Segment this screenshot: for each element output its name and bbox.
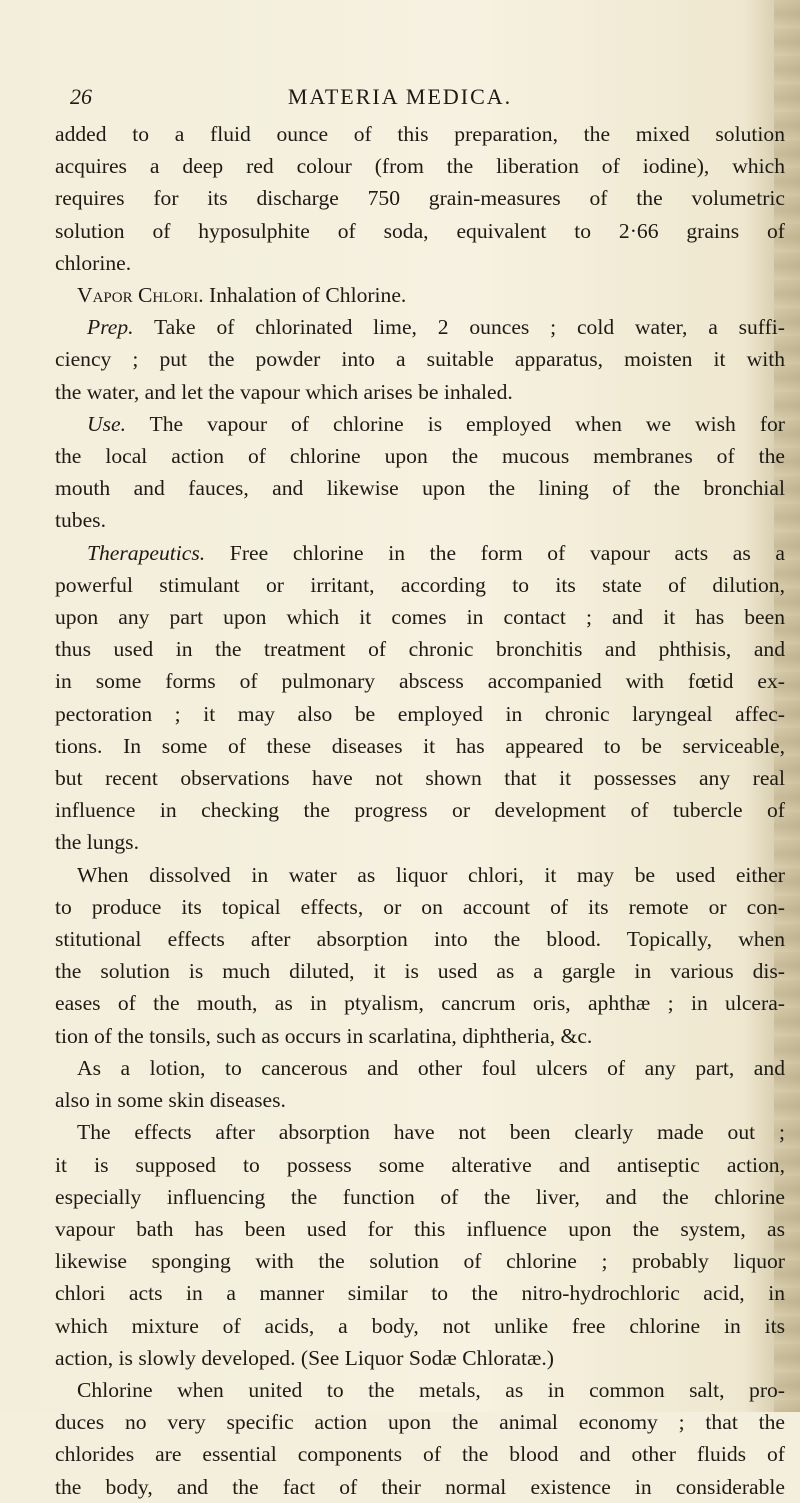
text-line: the solution is much diluted, it is used as a gargle in various dis-	[55, 959, 785, 984]
text-line: the lungs.	[55, 830, 139, 855]
text-line: influence in checking the progress or development of tubercle of	[55, 798, 785, 823]
text-line: solution of hyposulphite of soda, equivalent to 2·66 grains of	[55, 218, 785, 243]
text-line: The effects after absorption have not been clearly made out ;	[77, 1120, 785, 1145]
text-line	[55, 408, 785, 440]
text-line: Chlorine when united to the metals, as in common salt, pro-	[77, 1377, 785, 1402]
text-run: Take of chlorinated lime, 2 ounces ; cold water, a suffi-	[133, 315, 785, 340]
text-line: action, is slowly developed. (See Liquor Sodæ Chloratæ.)	[55, 1345, 554, 1370]
page-body	[55, 118, 785, 1503]
text-line: the water, and let the vapour which arises be inhaled.	[55, 379, 513, 404]
label-therapeutics: Therapeutics.	[87, 540, 206, 565]
text-line: requires for its discharge 750 grain-measures of the volumetric	[55, 186, 785, 211]
text-line: tions. In some of these diseases it has appeared to be serviceable,	[55, 733, 785, 758]
text-line: When dissolved in water as liquor chlori, it may be used either	[77, 862, 785, 887]
text-line: tion of the tonsils, such as occurs in scarlatina, diphtheria, &c.	[55, 1023, 593, 1048]
text-line: to produce its topical effects, or on account of its remote or con-	[55, 894, 785, 919]
text-line: the body, and the fact of their normal existence in considerable	[55, 1474, 785, 1499]
text-line: mouth and fauces, and likewise upon the lining of the bronchial	[55, 476, 785, 501]
text-line	[55, 311, 785, 343]
text-line: likewise sponging with the solution of chlorine ; probably liquor	[55, 1249, 785, 1274]
text-line: stitutional effects after absorption into the blood. Topically, when	[55, 927, 785, 952]
text-line: chlori acts in a manner similar to the nitro-hydrochloric acid, in	[55, 1281, 785, 1306]
text-line: powerful stimulant or irritant, according to its state of dilution,	[55, 572, 785, 597]
page-number: 26	[70, 84, 92, 109]
text-line: it is supposed to possess some alterative and antiseptic action,	[55, 1152, 785, 1177]
text-line: acquires a deep red colour (from the liberation of iodine), which	[55, 154, 785, 179]
text-line: also in some skin diseases.	[55, 1088, 286, 1113]
text-line	[55, 537, 785, 569]
text-line: added to a fluid ounce of this preparation, the mixed solution	[55, 122, 785, 146]
running-title: MATERIA MEDICA.	[287, 84, 513, 109]
text-line: ciency ; put the powder into a suitable apparatus, moisten it with	[55, 347, 785, 372]
text-line: pectoration ; it may also be employed in chronic laryngeal affec-	[55, 701, 785, 726]
label-use: Use.	[87, 411, 126, 436]
heading-inhalation: Inhalation of Chlorine.	[203, 283, 407, 308]
text-line: but recent observations have not shown that it possesses any real	[55, 766, 785, 791]
section-heading	[55, 279, 785, 311]
text-line: upon any part upon which it comes in contact ; and it has been	[55, 605, 785, 630]
heading-vapor-chlori: Vapor Chlori.	[77, 283, 204, 308]
label-prep: Prep.	[87, 315, 134, 340]
text-line: which mixture of acids, a body, not unlike free chlorine in its	[55, 1313, 785, 1338]
text-line: the local action of chlorine upon the mucous membranes of the	[55, 444, 785, 469]
text-run: The vapour of chlorine is employed when we wish for	[125, 411, 785, 436]
text-line: in some forms of pulmonary abscess accompanied with fœtid ex-	[55, 669, 785, 694]
text-line: chlorine.	[55, 250, 132, 275]
text-line: chlorides are essential components of the blood and other fluids of	[55, 1442, 785, 1467]
text-line: especially influencing the function of the liver, and the chlorine	[55, 1184, 785, 1209]
text-run: Free chlorine in the form of vapour acts as a	[205, 540, 785, 565]
text-line: duces no very specific action upon the animal economy ; that the	[55, 1410, 785, 1435]
text-line: vapour bath has been used for this influence upon the system, as	[55, 1216, 785, 1241]
text-line: As a lotion, to cancerous and other foul ulcers of any part, and	[77, 1055, 785, 1080]
text-line: eases of the mouth, as in ptyalism, cancrum oris, aphthæ ; in ulcera-	[55, 991, 785, 1016]
page-header	[70, 84, 730, 118]
text-line: thus used in the treatment of chronic bronchitis and phthisis, and	[55, 637, 785, 662]
text-line: tubes.	[55, 508, 106, 533]
